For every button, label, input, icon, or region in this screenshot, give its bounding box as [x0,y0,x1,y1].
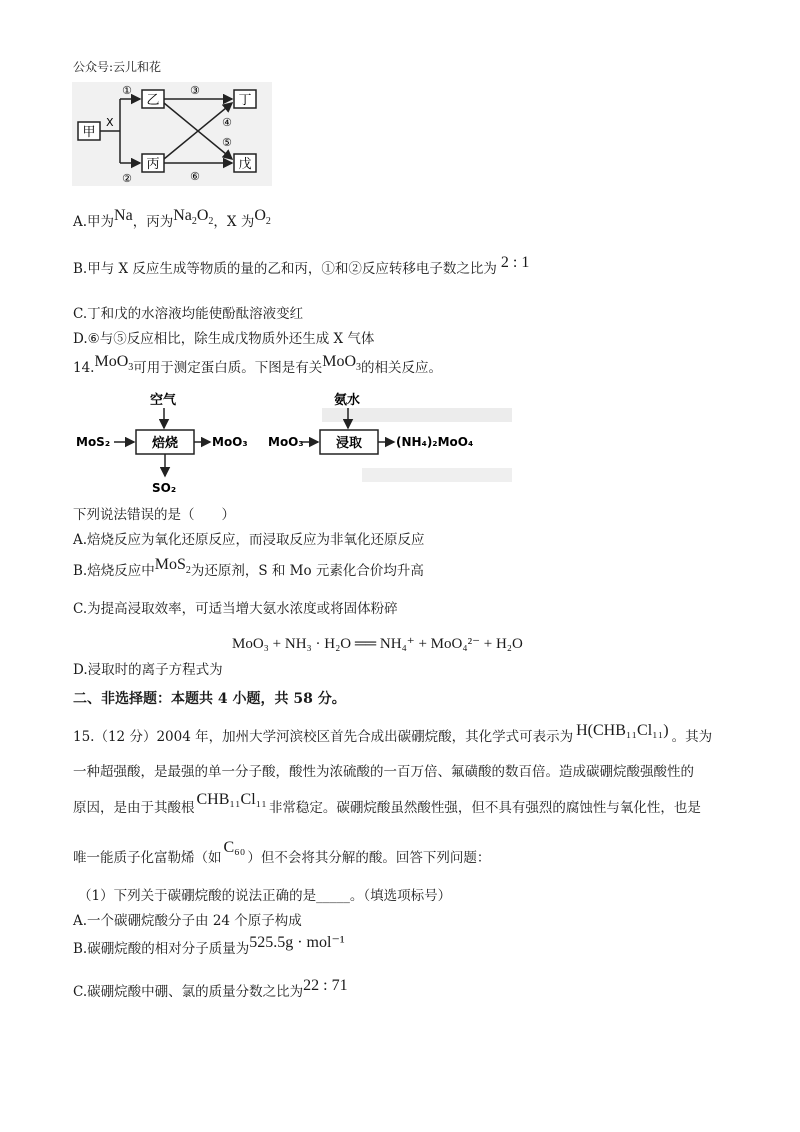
q15-intro-line2: 一种超强酸，是最强的单一分子酸，酸性为浓硫酸的一百万倍、氟磺酸的数百倍。造成碳硼烷酸强酸性的 [73,764,694,780]
label-jia: 甲 [82,125,96,140]
q15-intro-line3: 原因，是由于其酸根 CHB₁₁Cl₁₁ 非常稳定。碳硼烷酸虽然酸性强，但不具有强烈的腐蚀性与氧化性，也是 [73,791,701,816]
q15-intro-line4: 唯一能质子化富勒烯（如C₆₀）但不会将其分解的酸。回答下列问题： [73,839,491,866]
q15-option-c: C.碳硼烷酸中硼、氯的质量分数之比为22 : 71 [73,977,348,1000]
label-wu: 戊 [238,157,252,172]
q14-option-d: D.浸取时的离子方程式为 [73,662,223,678]
q13-option-a: A.甲为Na，丙为$Na_2O_2$，X 为$O_2$ [73,207,271,230]
label-moo3-a: MoO₃ [212,435,248,449]
label-bing: 丙 [146,157,160,172]
label-leach: 浸取 [335,436,363,451]
label-n5: ⑤ [222,136,232,149]
q15-option-a: A.一个碳硼烷酸分子由 24 个原子构成 [73,913,302,929]
label-n3: ③ [190,84,200,97]
label-yi: 乙 [146,93,160,108]
label-roast: 焙烧 [151,436,179,451]
label-moo3-b: MoO₃ [268,435,304,449]
q14-ionic-equation: MoO₃ + NH₃ · H₂O ══ NH₄⁺ + MoO₄²⁻ + H₂O [232,636,523,652]
q13-option-d: D.⑥与⑤反应相比，除生成戊物质外还生成 X 气体 [73,331,375,347]
q13-option-c: C.丁和戊的水溶液均能使酚酞溶液变红 [73,306,304,322]
label-so2: SO₂ [152,481,177,495]
q13-option-b: B.甲与 X 反应生成等物质的量的乙和丙，①和②反应转移电子数之比为 2 : 1 [73,254,530,277]
reaction-network-diagram [72,82,272,186]
q15-subquestion-1: （1）下列关于碳硼烷酸的说法正确的是_____。（填选项标号） [78,888,452,904]
process-flow-diagram [72,388,512,498]
watermark-text: 公众号:云儿和花 [73,60,162,74]
label-n4: ④ [222,116,232,129]
q14-option-c: C.为提高浸取效率，可适当增大氨水浓度或将固体粉碎 [73,601,398,617]
q14-option-b: B.焙烧反应中MoS$_2$为还原剂，S 和 Mo 元素化合价均升高 [73,556,424,579]
label-mos2: MoS₂ [76,435,111,449]
label-ammonia: 氨水 [334,393,361,408]
label-air: 空气 [150,393,177,408]
label-n6: ⑥ [190,170,200,183]
label-product: (NH₄)₂MoO₄ [396,435,474,449]
section-title: 二、非选择题：本题共 4 小题，共 58 分。 [73,691,346,707]
q15-intro-line1: 15.（12 分）2004 年，加州大学河滨校区首先合成出碳硼烷酸，其化学式可表示为 H(CHB₁₁Cl₁₁) 。其为 [73,722,713,745]
label-x: X [106,116,114,129]
q15-option-b: B.碳硼烷酸的相对分子质量为525.5g · mol⁻¹ [73,934,345,957]
label-n1: ① [122,84,132,97]
q14-prompt: 下列说法错误的是（ ） [73,507,235,523]
q14-intro: 14.MoO$_3$可用于测定蛋白质。下图是有关MoO$_3$的相关反应。 [73,353,443,376]
label-n2: ② [122,172,132,185]
q14-option-a: A.焙烧反应为氧化还原反应，而浸取反应为非氧化还原反应 [73,532,425,548]
label-ding: 丁 [238,93,252,108]
